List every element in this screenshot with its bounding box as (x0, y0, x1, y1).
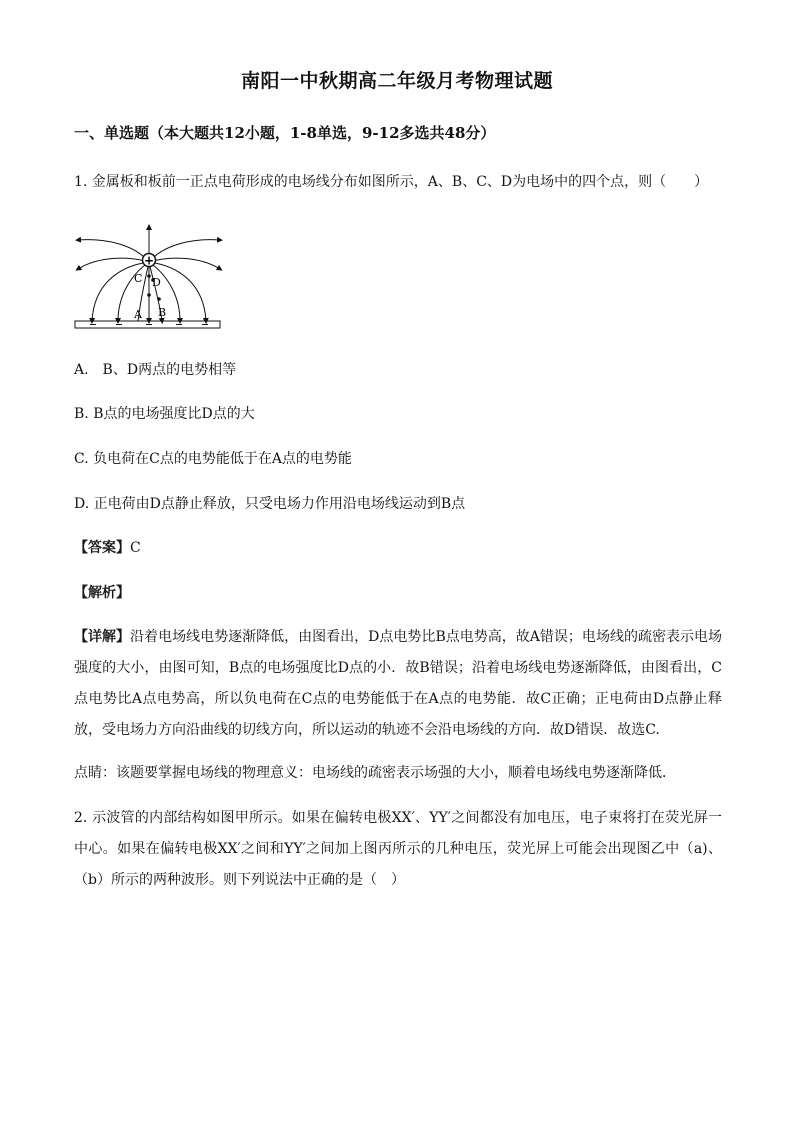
point-B-label: B (158, 306, 167, 319)
comment-line: 点睛：该题要掌握电场线的物理意义：电场线的疏密表示场强的大小，顺着电场线电势逐渐降低． (74, 765, 676, 781)
detail-text: 沿着电场线电势逐渐降低，由图看出，D点电势比B点电势高，故A错误；电场线的疏密表示电场强度的大小，由图可知，B点的电场强度比D点的小．故B错误；沿着电场线电势逐渐降低，由图看出，C点电势比A点电势高，所以负电荷在C点的电势能低于在A点的电势能．故C正确；正电荷由D点静止释放，受电场力方向沿曲线的切线方向，所以运动的轨迹不会沿电场线的方向．故D错误．故选C. (74, 629, 723, 738)
point-A-label: A (134, 308, 142, 321)
electric-field-figure (74, 224, 224, 339)
analysis-tag: 【解析】 (74, 585, 130, 601)
answer-line (74, 538, 141, 558)
point-C-label: C (134, 272, 143, 285)
option-a: A. B、D两点的电势相等 (74, 362, 237, 378)
option-b: B. B点的电场强度比D点的大 (74, 406, 255, 422)
question-2-stem: 2. 示波管的内部结构如图甲所示。如果在偏转电极XX′、YY′之间都没有加电压，电子束将打在荧光屏一中心。如果在偏转电极XX′之间和YY′之间加上图丙所示的几种电压，荧光屏上可能会出现图乙中（a)、（b）所示的两种波形。则下列说法中正确的是（ ） (74, 810, 722, 888)
positive-charge-label: + (143, 253, 155, 268)
question-1-stem: 1. 金属板和板前一正点电荷形成的电场线分布如图所示，A、B、C、D为电场中的四个点，则（ ） (74, 174, 709, 190)
point-D-label: D (152, 276, 161, 289)
option-c: C. 负电荷在C点的电势能低于在A点的电势能 (74, 451, 352, 467)
section-heading: 一、单选题（本大题共12小题，1-8单选，9-12多选共48分） (74, 124, 496, 142)
page-title: 南阳一中秋期高二年级月考物理试题 (240, 70, 553, 92)
detail-paragraph (74, 622, 722, 746)
option-d: D. 正电荷由D点静止释放，只受电场力作用沿电场线运动到B点 (74, 496, 466, 512)
answer-tag: 【答案】 (74, 540, 130, 556)
answer-value: C (130, 540, 141, 556)
detail-tag: 【详解】 (74, 629, 131, 645)
